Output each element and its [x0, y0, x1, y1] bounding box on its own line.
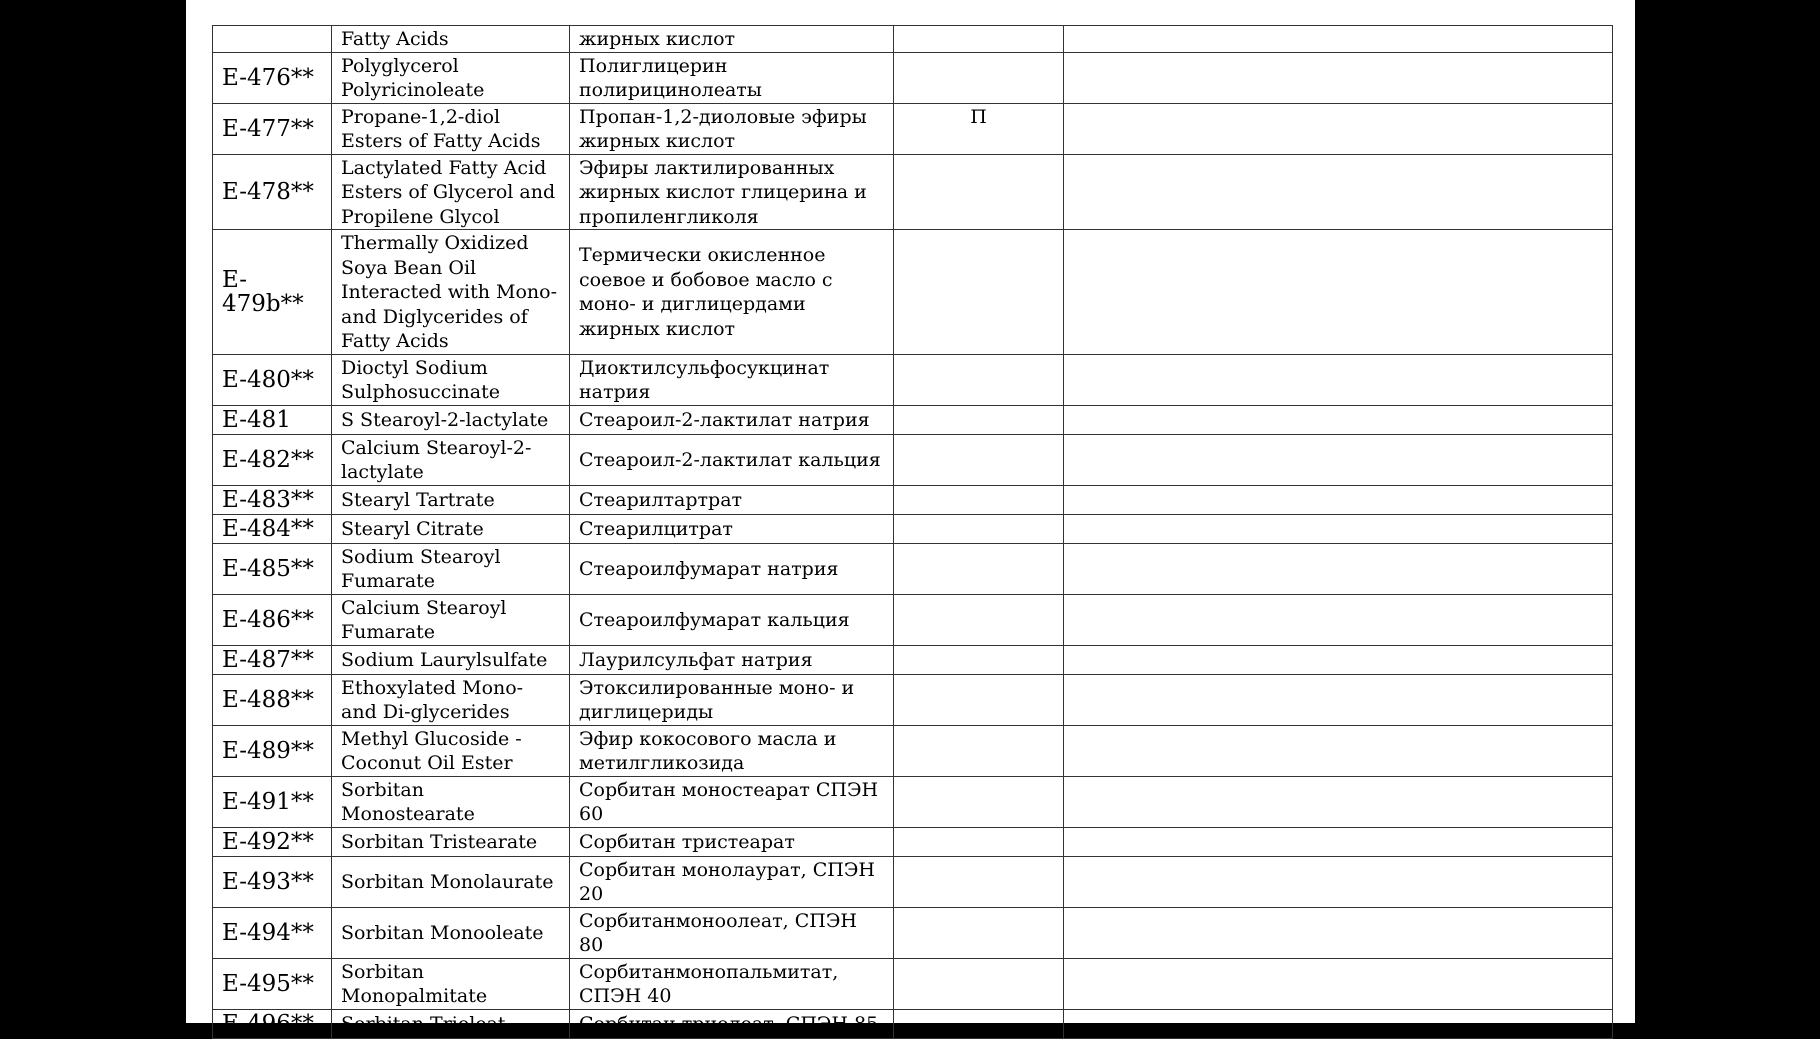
additive-code-cell: E-493**	[213, 856, 332, 907]
note-cell	[1064, 230, 1613, 355]
russian-name-cell: Сорбитанмоноолеат, СПЭН 80	[570, 907, 894, 958]
table-row	[213, 26, 1613, 53]
note-cell	[1064, 103, 1613, 154]
additive-code-cell: E-489**	[213, 725, 332, 776]
additive-code-cell: E-492**	[213, 827, 332, 856]
additive-code-cell: E-488**	[213, 674, 332, 725]
mark-cell	[894, 827, 1064, 856]
mark-cell	[894, 514, 1064, 543]
additive-code-cell: E-476**	[213, 52, 332, 103]
note-cell	[1064, 485, 1613, 514]
russian-name-cell: Полиглицерин полирицинолеаты	[570, 52, 894, 103]
table-row	[213, 103, 1613, 154]
english-name-cell: Thermally Oxidized Soya Bean Oil Interacted with Mono- and Diglycerides of Fatty Acids	[332, 230, 570, 355]
table-row	[213, 434, 1613, 485]
english-name-cell: Ethoxylated Mono- and Di-glycerides	[332, 674, 570, 725]
table-row	[213, 1009, 1613, 1038]
note-cell	[1064, 725, 1613, 776]
table-row	[213, 594, 1613, 645]
additive-code-cell	[213, 26, 332, 53]
note-cell	[1064, 827, 1613, 856]
mark-cell	[894, 594, 1064, 645]
english-name-cell: Calcium Stearoyl-2-lactylate	[332, 434, 570, 485]
english-name-cell: Sorbitan Monostearate	[332, 776, 570, 827]
mark-cell	[894, 645, 1064, 674]
table-row	[213, 674, 1613, 725]
note-cell	[1064, 154, 1613, 230]
additive-code-cell: E-478**	[213, 154, 332, 230]
note-cell	[1064, 1009, 1613, 1038]
english-name-cell: Sorbitan Monopalmitate	[332, 958, 570, 1009]
english-name-cell: Propane-1,2-diol Esters of Fatty Acids	[332, 103, 570, 154]
additive-code-cell: E-477**	[213, 103, 332, 154]
mark-cell	[894, 485, 1064, 514]
russian-name-cell: Пропан-1,2-диоловые эфиры жирных кислот	[570, 103, 894, 154]
russian-name-cell: Диоктилсульфосукцинат натрия	[570, 354, 894, 405]
russian-name-cell: Стеароилфумарат натрия	[570, 543, 894, 594]
mark-cell	[894, 543, 1064, 594]
additive-code-cell: E-486**	[213, 594, 332, 645]
note-cell	[1064, 776, 1613, 827]
note-cell	[1064, 594, 1613, 645]
table-row	[213, 827, 1613, 856]
mark-cell	[894, 776, 1064, 827]
additives-table	[212, 25, 1613, 1039]
document-page	[186, 0, 1635, 1037]
note-cell	[1064, 958, 1613, 1009]
english-name-cell: Stearyl Citrate	[332, 514, 570, 543]
russian-name-cell: Стеароилфумарат кальция	[570, 594, 894, 645]
mark-cell	[894, 1009, 1064, 1038]
note-cell	[1064, 856, 1613, 907]
english-name-cell: Calcium Stearoyl Fumarate	[332, 594, 570, 645]
note-cell	[1064, 405, 1613, 434]
english-name-cell: Fatty Acids	[332, 26, 570, 53]
note-cell	[1064, 674, 1613, 725]
russian-name-cell: Термически окисленное соевое и бобовое масло с моно- и диглицердами жирных кислот	[570, 230, 894, 355]
mark-cell	[894, 856, 1064, 907]
english-name-cell: Stearyl Tartrate	[332, 485, 570, 514]
mark-cell	[894, 405, 1064, 434]
english-name-cell: S Stearoyl-2-lactylate	[332, 405, 570, 434]
table-body	[213, 26, 1613, 1039]
table-row	[213, 907, 1613, 958]
russian-name-cell: Лаурилсульфат натрия	[570, 645, 894, 674]
additive-code-cell: E-485**	[213, 543, 332, 594]
russian-name-cell: Стеароил-2-лактилат натрия	[570, 405, 894, 434]
mark-cell	[894, 434, 1064, 485]
russian-name-cell: жирных кислот	[570, 26, 894, 53]
mark-cell	[894, 354, 1064, 405]
english-name-cell: Dioctyl Sodium Sulphosuccinate	[332, 354, 570, 405]
russian-name-cell: Сорбитан триолеат, СПЭН 85	[570, 1009, 894, 1038]
russian-name-cell: Сорбитанмонопальмитат, СПЭН 40	[570, 958, 894, 1009]
additive-code-cell: E-495**	[213, 958, 332, 1009]
additive-code-cell: E-480**	[213, 354, 332, 405]
english-name-cell: Sodium Laurylsulfate	[332, 645, 570, 674]
table-row	[213, 354, 1613, 405]
table-row	[213, 154, 1613, 230]
note-cell	[1064, 26, 1613, 53]
additive-code-cell: E-479b**	[213, 230, 332, 355]
note-cell	[1064, 543, 1613, 594]
mark-cell: П	[894, 103, 1064, 154]
russian-name-cell: Стеарилтартрат	[570, 485, 894, 514]
russian-name-cell: Эфир кокосового масла и метилгликозида	[570, 725, 894, 776]
english-name-cell: Methyl Glucoside - Coconut Oil Ester	[332, 725, 570, 776]
table-row	[213, 645, 1613, 674]
table-row	[213, 405, 1613, 434]
additive-code-cell: E-482**	[213, 434, 332, 485]
mark-cell	[894, 674, 1064, 725]
note-cell	[1064, 354, 1613, 405]
additive-code-cell: E-481	[213, 405, 332, 434]
mark-cell	[894, 907, 1064, 958]
table-row	[213, 485, 1613, 514]
english-name-cell: Lactylated Fatty Acid Esters of Glycerol and Propilene Glycol	[332, 154, 570, 230]
english-name-cell: Sorbitan Trioleat	[332, 1009, 570, 1038]
additive-code-cell: E-494**	[213, 907, 332, 958]
mark-cell	[894, 958, 1064, 1009]
russian-name-cell: Эфиры лактилированных жирных кислот глицерина и пропиленгликоля	[570, 154, 894, 230]
additive-code-cell: E-487**	[213, 645, 332, 674]
note-cell	[1064, 907, 1613, 958]
note-cell	[1064, 514, 1613, 543]
russian-name-cell: Этоксилированные моно- и диглицериды	[570, 674, 894, 725]
russian-name-cell: Сорбитан монолаурат, СПЭН 20	[570, 856, 894, 907]
russian-name-cell: Стеароил-2-лактилат кальция	[570, 434, 894, 485]
english-name-cell: Sorbitan Monolaurate	[332, 856, 570, 907]
table-row	[213, 725, 1613, 776]
mark-cell	[894, 230, 1064, 355]
table-row	[213, 856, 1613, 907]
table-row	[213, 52, 1613, 103]
english-name-cell: Polyglycerol Polyricinoleate	[332, 52, 570, 103]
russian-name-cell: Сорбитан тристеарат	[570, 827, 894, 856]
additive-code-cell: E-484**	[213, 514, 332, 543]
note-cell	[1064, 645, 1613, 674]
additive-code-cell: E-496**	[213, 1009, 332, 1038]
table-row	[213, 514, 1613, 543]
russian-name-cell: Сорбитан моностеарат СПЭН 60	[570, 776, 894, 827]
additive-code-cell: E-483**	[213, 485, 332, 514]
note-cell	[1064, 52, 1613, 103]
english-name-cell: Sodium Stearoyl Fumarate	[332, 543, 570, 594]
russian-name-cell: Стеарилцитрат	[570, 514, 894, 543]
note-cell	[1064, 434, 1613, 485]
table-row	[213, 776, 1613, 827]
mark-cell	[894, 154, 1064, 230]
mark-cell	[894, 725, 1064, 776]
english-name-cell: Sorbitan Monooleate	[332, 907, 570, 958]
table-row	[213, 958, 1613, 1009]
mark-cell	[894, 52, 1064, 103]
mark-cell	[894, 26, 1064, 53]
table-row	[213, 230, 1613, 355]
additive-code-cell: E-491**	[213, 776, 332, 827]
table-row	[213, 543, 1613, 594]
english-name-cell: Sorbitan Tristearate	[332, 827, 570, 856]
